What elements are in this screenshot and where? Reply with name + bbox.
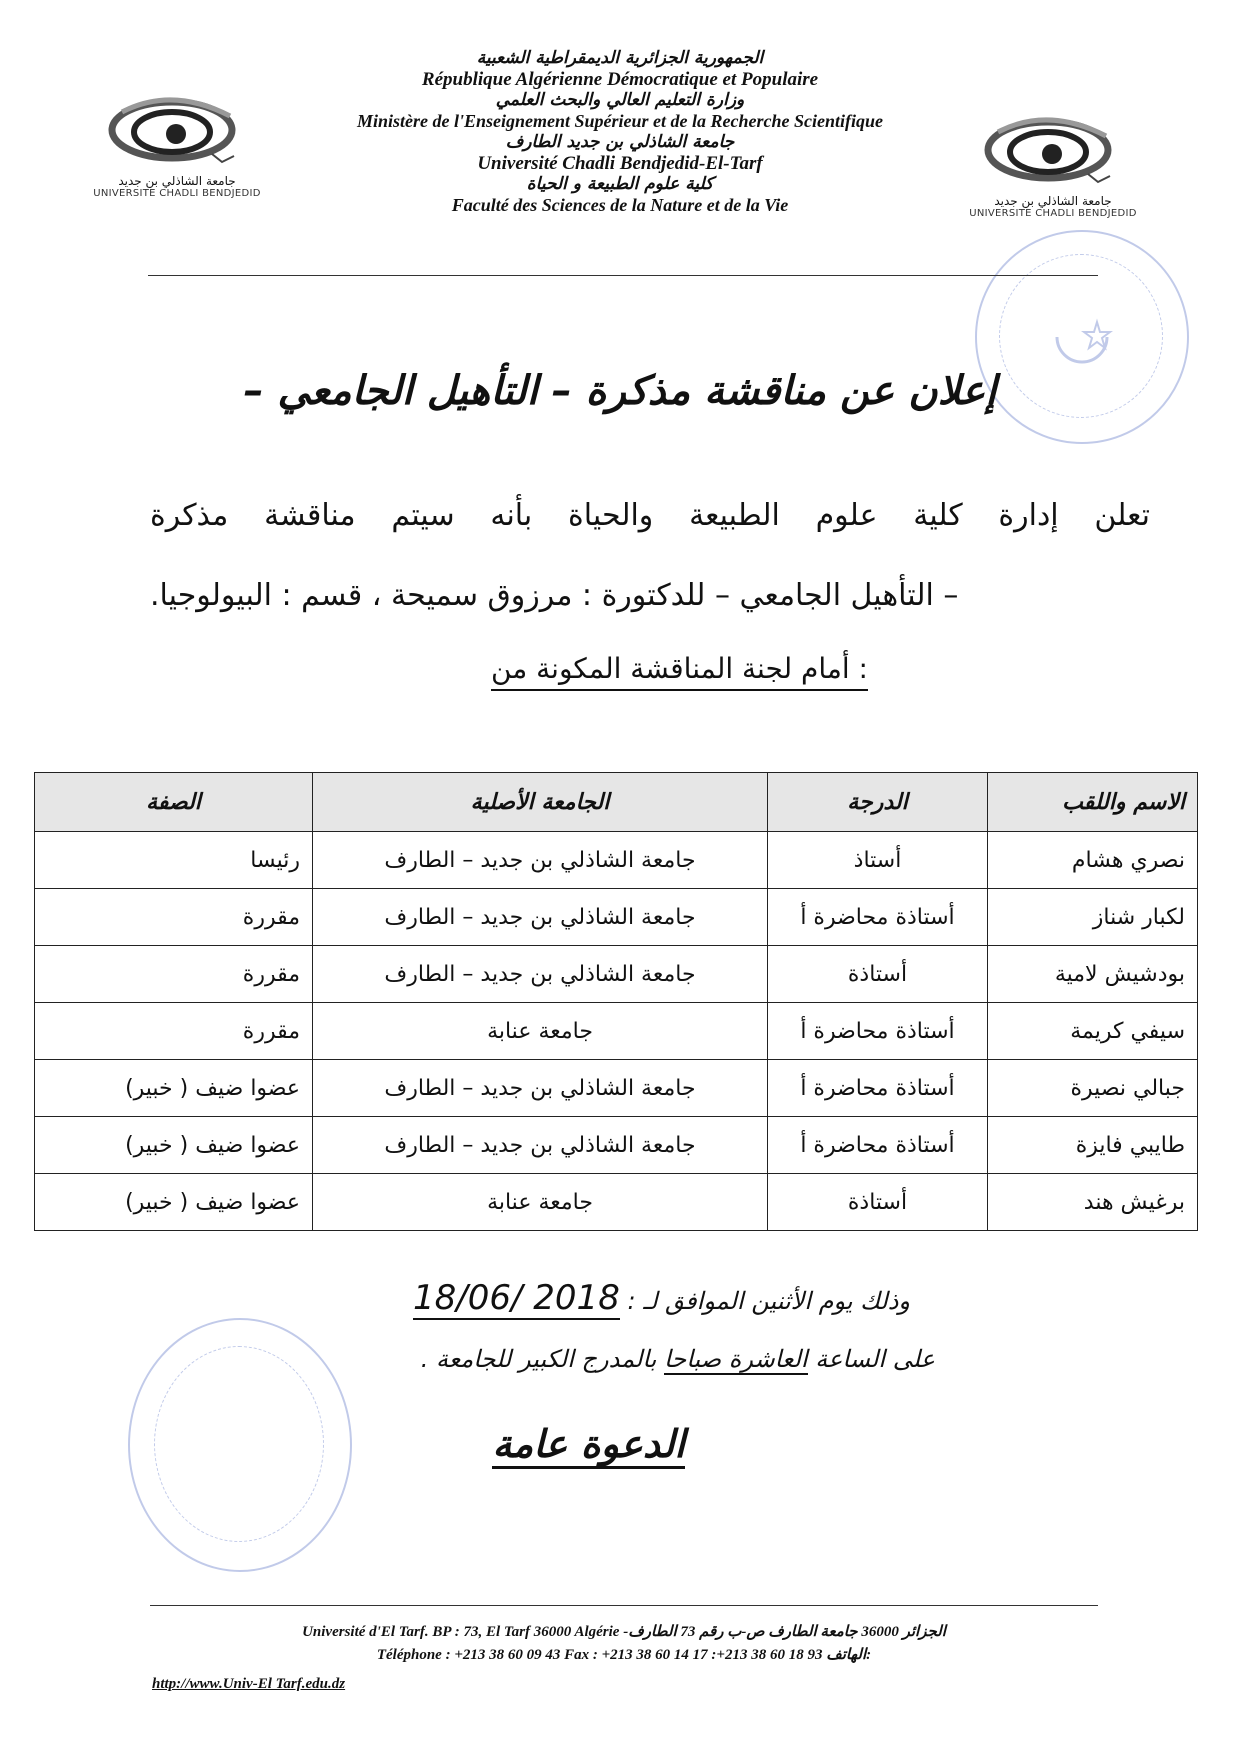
footer-website-link[interactable]: http://www.Univ-El Tarf.edu.dz [152,1676,346,1692]
table-row [35,889,1198,946]
member-name: طايبي فايزة [988,1117,1198,1174]
committee-table [34,772,1198,1231]
footer-address: Université d'El Tarf. BP : 73, El Tarf 36000 Algérie -الجزائر 36000 جامعة الطارف ص-ب رقم 73 الطارف [302,1624,946,1640]
member-university: جامعة الشاذلي بن جديد – الطارف [313,1060,768,1117]
member-role: عضوا ضيف ( خبير) [35,1117,313,1174]
university-arabic: جامعة الشاذلي بن جديد الطارف [505,132,735,152]
table-row [35,832,1198,889]
header-name: الاسم واللقب [988,773,1198,832]
member-name: برغيش هند [988,1174,1198,1231]
table-header-row [35,773,1198,832]
table-row [35,1117,1198,1174]
member-role: عضوا ضيف ( خبير) [35,1060,313,1117]
footer-phone: Téléphone : +213 38 60 09 43 Fax : +213 38 60 14 17 :+213 38 60 18 93 الهاتف: [376,1647,872,1663]
university-logo-right [968,112,1138,220]
defense-date: 18/06/ 2018 [413,1278,620,1318]
member-rank: أستاذة محاضرة أ [768,889,988,946]
member-university: جامعة الشاذلي بن جديد – الطارف [313,1117,768,1174]
member-role: مقررة [35,1003,313,1060]
public-invitation: الدعوة عامة [492,1422,685,1469]
republic-french: République Algérienne Démocratique et Populaire [421,69,819,90]
member-name: نصري هشام [988,832,1198,889]
time-prefix: على الساعة [815,1345,935,1373]
member-university: جامعة عنابة [313,1003,768,1060]
member-name: جبالي نصيرة [988,1060,1198,1117]
member-university: جامعة الشاذلي بن جديد – الطارف [313,832,768,889]
header-role: الصفة [35,773,313,832]
university-french: Université Chadli Bendjedid-El-Tarf [477,153,763,174]
logo-caption-arabic: جامعة الشاذلي بن جديد [994,194,1112,208]
member-role: مقررة [35,889,313,946]
table-row [35,1060,1198,1117]
ministry-french: Ministère de l'Enseignement Supérieur et de la Recherche Scientifique [357,111,883,131]
faculty-french: Faculté des Sciences de la Nature et de la Vie [451,195,789,215]
table-row [35,1003,1198,1060]
university-logo-left [92,92,262,200]
table-row [35,1174,1198,1231]
faculty-arabic: كلية علوم الطبيعة و الحياة [526,174,714,194]
member-name: لكبار شناز [988,889,1198,946]
member-rank: أستاذة [768,1174,988,1231]
member-university: جامعة الشاذلي بن جديد – الطارف [313,946,768,1003]
member-rank: أستاذة [768,946,988,1003]
announcement-line-2: – التأهيل الجامعي – للدكتورة : مرزوق سميحة ، قسم : البيولوجيا. [150,578,959,613]
member-university: جامعة الشاذلي بن جديد – الطارف [313,889,768,946]
table-row [35,946,1198,1003]
announcement-title: إعلان عن مناقشة مذكرة – التأهيل الجامعي – [243,368,997,414]
announcement-line-1: تعلن إدارة كلية علوم الطبيعة والحياة بأنه سيتم مناقشة مذكرة [150,498,1150,533]
committee-intro: أمام لجنة المناقشة المكونة من : [491,652,868,691]
logo-caption-french: UNIVERSITE CHADLI BENDJEDID [93,188,261,199]
header-university: الجامعة الأصلية [313,773,768,832]
republic-arabic: الجمهورية الجزائرية الديمقراطية الشعبية [476,48,764,68]
member-name: سيفي كريمة [988,1003,1198,1060]
university-emblem-icon [978,112,1128,194]
logo-caption-french: UNIVERSITE CHADLI BENDJEDID [969,208,1137,219]
institution-header [300,48,940,216]
member-role: رئيسا [35,832,313,889]
defense-time-line [421,1345,935,1373]
header-divider [148,275,1098,276]
university-emblem-icon [102,92,252,174]
defense-time: العاشرة صباحا [664,1345,808,1373]
footer-divider [150,1605,1098,1606]
member-role: عضوا ضيف ( خبير) [35,1174,313,1231]
header-rank: الدرجة [768,773,988,832]
defense-venue: بالمدرج الكبير للجامعة . [420,1345,657,1373]
member-role: مقررة [35,946,313,1003]
logo-caption-arabic: جامعة الشاذلي بن جديد [118,174,236,188]
member-rank: أستاذة محاضرة أ [768,1003,988,1060]
ministry-arabic: وزارة التعليم العالي والبحث العلمي [495,90,745,110]
date-prefix: وذلك يوم الأثنين الموافق لـ : [627,1287,910,1315]
member-rank: أستاذة محاضرة أ [768,1060,988,1117]
member-university: جامعة عنابة [313,1174,768,1231]
defense-date-line [413,1278,910,1318]
official-stamp-bottom [128,1318,352,1572]
member-name: بودشيش لامية [988,946,1198,1003]
member-rank: أستاذة محاضرة أ [768,1117,988,1174]
member-rank: أستاذ [768,832,988,889]
